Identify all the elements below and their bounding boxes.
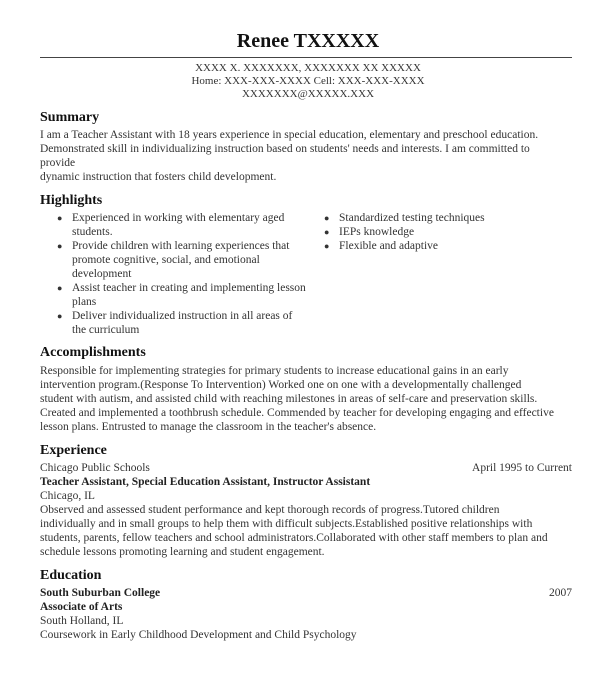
accomplishments-text [40, 364, 575, 434]
list-item: ● Provide children with learning experiences that promote cognitive, social, and emotional development [57, 240, 290, 280]
coursework: Coursework in Early Childhood Development and Child Psychology [40, 629, 357, 641]
bullet-icon: ● [57, 241, 63, 251]
experience-line: schedule lessons promoting learning and student engagement. [40, 546, 325, 558]
bullet-icon: ● [57, 283, 63, 293]
accomplishments-line: Created and implemented a toothbrush schedule. Commended by teacher for developing engaging and effective [40, 407, 554, 419]
employment-dates: April 1995 to Current [472, 462, 572, 474]
experience-line: students, parents, fellow teachers and school administrators.Collaborated with other staff members to plan and [40, 532, 548, 544]
accomplishments-line: intervention program.(Response To Intervention) Worked one on one with a developmentally challenged [40, 379, 522, 391]
summary-line: I am a Teacher Assistant with 18 years experience in special education, elementary and preschool education. [40, 129, 539, 141]
bullet-icon: ● [324, 213, 330, 223]
candidate-name: Renee TXXXXX [236, 30, 380, 52]
degree: Associate of Arts [40, 601, 123, 613]
summary-line: dynamic instruction that fosters child development. [40, 171, 277, 183]
summary-text [40, 128, 575, 184]
experience-description [40, 503, 575, 559]
accomplishments-heading: Accomplishments [40, 345, 146, 360]
bullet-icon: ● [57, 311, 63, 321]
bullet-icon: ● [57, 213, 63, 223]
experience-heading: Experience [40, 443, 107, 458]
accomplishments-line: Responsible for implementing strategies for primary students to increase educational gains in an early [40, 365, 509, 377]
accomplishments-line: student with autism, and assisted child with reaching milestones in areas of self-care and preservation skills. [40, 393, 538, 405]
employer-name: Chicago Public Schools [40, 462, 150, 474]
school-name: South Suburban College [40, 587, 161, 599]
graduation-year: 2007 [549, 587, 572, 599]
list-item: ● Experienced in working with elementary aged students. [57, 212, 285, 238]
list-item: ● Deliver individualized instruction in all areas of the curriculum [57, 310, 293, 336]
accomplishments-line: lesson plans. Entrusted to manage the classroom in the teacher's absence. [40, 421, 377, 433]
job-title: Teacher Assistant, Special Education Assistant, Instructor Assistant [40, 476, 371, 488]
highlights-list-left [57, 211, 308, 337]
experience-line: Observed and assessed student performance and kept thorough records of progress.Tutored children [40, 504, 500, 516]
job-location: Chicago, IL [40, 490, 95, 502]
bullet-icon: ● [324, 241, 330, 251]
summary-heading: Summary [40, 110, 100, 125]
highlights-list-right [324, 211, 569, 253]
list-item: ● Assist teacher in creating and implementing lesson plans [57, 282, 306, 308]
bullet-icon: ● [324, 227, 330, 237]
header-divider [40, 57, 572, 58]
experience-line: individually and in small groups to help them with difficult subjects.Established positive relationships with [40, 518, 533, 530]
summary-line: Demonstrated skill in individualizing instruction based on students' needs and interests. I am committed to [40, 143, 530, 155]
summary-line: provide [40, 157, 76, 169]
contact-email: XXXXXXX@XXXXX.XXX [241, 88, 375, 100]
education-heading: Education [40, 568, 102, 583]
contact-phones: Home: XXX-XXX-XXXX Cell: XXX-XXX-XXXX [191, 75, 425, 87]
list-item: ● IEPs knowledge [324, 226, 415, 238]
contact-address: XXXX X. XXXXXXX, XXXXXXX XX XXXXX [195, 62, 421, 74]
list-item: ● Standardized testing techniques [324, 212, 485, 224]
list-item: ● Flexible and adaptive [324, 240, 438, 252]
highlights-heading: Highlights [40, 193, 103, 208]
school-location: South Holland, IL [40, 615, 124, 627]
